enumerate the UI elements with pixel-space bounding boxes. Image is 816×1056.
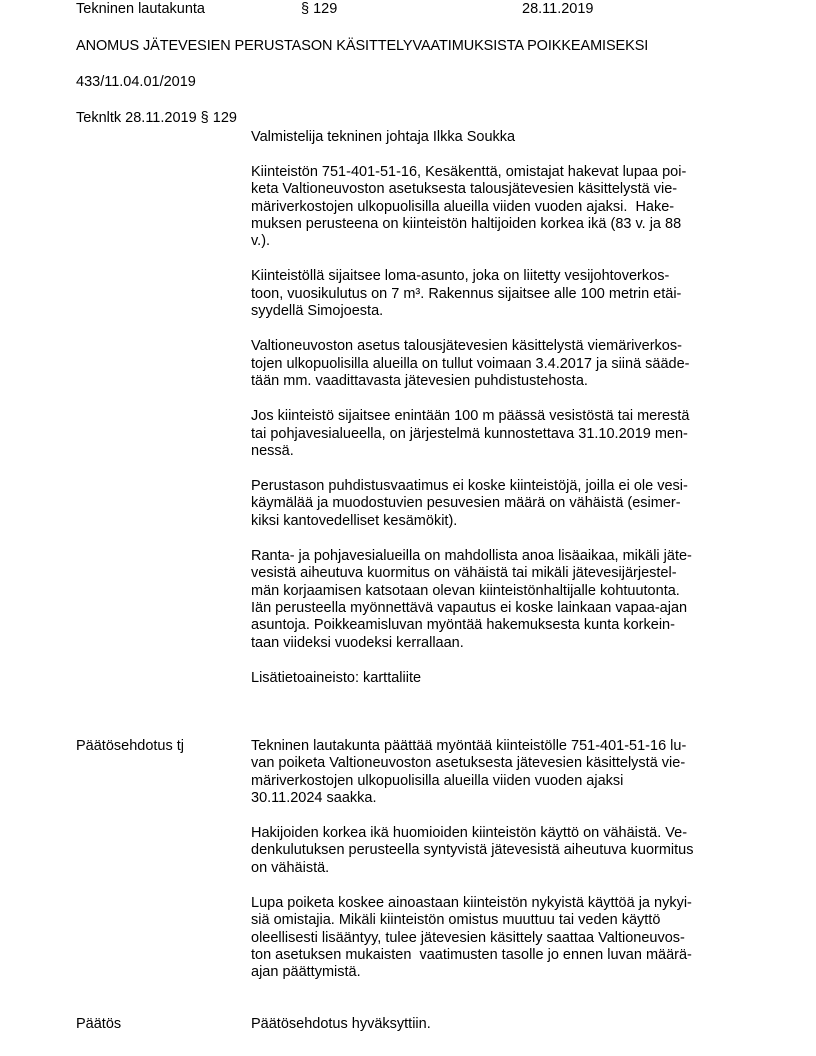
paragraph-line: Hakijoiden korkea ikä huomioiden kiinteistön käyttö on vähäistä. Ve- — [251, 825, 688, 842]
paragraph-line: tään mm. vaadittavasta jätevesien puhdistustehosta. — [251, 372, 588, 389]
paragraph — [251, 548, 751, 652]
paragraph — [251, 670, 751, 687]
paragraph-line: Perustason puhdistusvaatimus ei koske kiinteistöjä, joilla ei ole vesi- — [251, 478, 688, 495]
paragraph-line: Iän perusteella myönnettävä vapautus ei koske lainkaan vapaa-ajan — [251, 599, 688, 616]
paragraph — [251, 478, 751, 530]
section-number: § 129 — [301, 1, 338, 17]
paragraph-line: keta Valtioneuvoston asetuksesta talousjätevesien käsittelystä vie- — [251, 181, 678, 198]
preparer-line: Valmistelija tekninen johtaja Ilkka Soukka — [251, 129, 516, 145]
preparation-text — [251, 164, 751, 687]
paragraph — [251, 164, 751, 250]
paragraph — [251, 738, 751, 807]
paragraph-line: Lisätietoaineisto: karttaliite — [251, 669, 422, 686]
paragraph-line: Kiinteistöllä sijaitsee loma-asunto, joka on liitetty vesijohtoverkos- — [251, 268, 670, 285]
paragraph-line: kiksi kantovedelliset kesämökit). — [251, 512, 458, 529]
paragraph-line: käymälää ja muodostuvien pesuvesien määrä on vähäistä (esimer- — [251, 495, 681, 512]
committee-name: Tekninen lautakunta — [76, 1, 205, 17]
paragraph-line: vesistä aiheutuva kuormitus on vähäistä tai mikäli jätevesijärjestel- — [251, 565, 677, 582]
paragraph — [251, 408, 751, 460]
paragraph-line: van poiketa Valtioneuvoston asetuksesta jätevesien käsittelystä vie- — [251, 755, 686, 772]
proposal-text — [251, 738, 751, 982]
document-title: ANOMUS JÄTEVESIEN PERUSTASON KÄSITTELYVAATIMUKSISTA POIKKEAMISEKSI — [76, 38, 649, 54]
paragraph — [251, 825, 751, 877]
paragraph-line: siä omistajia. Mikäli kiinteistön omistus muuttuu tai veden käyttö — [251, 912, 661, 929]
paragraph-line: toon, vuosikulutus on 7 m³. Rakennus sijaitsee alle 100 metrin etäi- — [251, 285, 682, 302]
paragraph-line: syydellä Simojoesta. — [251, 303, 384, 320]
paragraph-line: v.). — [251, 233, 271, 250]
paragraph — [251, 268, 751, 320]
paragraph-line: 30.11.2024 saakka. — [251, 789, 377, 806]
meeting-reference: Teknltk 28.11.2019 § 129 — [76, 110, 237, 126]
paragraph-line: Valtioneuvoston asetus talousjätevesien käsittelystä viemäriverkos- — [251, 338, 682, 355]
paragraph-line: taan viideksi vuodeksi kerrallaan. — [251, 634, 464, 651]
paragraph-line: asuntoja. Poikkeamisluvan myöntää hakemuksesta kunta korkein- — [251, 617, 675, 634]
paragraph — [251, 338, 751, 390]
paragraph-line: on vähäistä. — [251, 859, 330, 876]
paragraph-line: oleellisesti lisääntyy, tulee jätevesien käsittely saattaa Valtioneuvos- — [251, 929, 685, 946]
paragraph-line: Tekninen lautakunta päättää myöntää kiinteistölle 751-401-51-16 lu- — [251, 738, 687, 754]
paragraph-line: muksen perusteena on kiinteistön haltijoiden korkea ikä (83 v. ja 88 — [251, 215, 682, 232]
paragraph-line: män korjaamisen katsotaan olevan kiinteistönhaltijalle kohtuutonta. — [251, 582, 680, 599]
meeting-date: 28.11.2019 — [522, 1, 594, 17]
paragraph-line: Ranta- ja pohjavesialueilla on mahdollista anoa lisäaikaa, mikäli jäte- — [251, 548, 692, 565]
decision-text: Päätösehdotus hyväksyttiin. — [251, 1016, 431, 1032]
paragraph-line: denkulutuksen perusteella syntyvistä jätevesistä aiheutuva kuormitus — [251, 842, 694, 859]
paragraph-line: Lupa poiketa koskee ainoastaan kiinteistön nykyistä käyttöä ja nykyi- — [251, 895, 692, 912]
paragraph-line: ton asetuksen mukaisten vaatimusten tasolle jo ennen luvan määrä- — [251, 946, 692, 963]
paragraph-line: tojen ulkopuolisilla alueilla on tullut voimaan 3.4.2017 ja siinä sääde- — [251, 355, 690, 372]
paragraph-line: Kiinteistön 751-401-51-16, Kesäkenttä, omistajat hakevat lupaa poi- — [251, 164, 687, 180]
paragraph-line: Jos kiinteistö sijaitsee enintään 100 m päässä vesistöstä tai merestä — [251, 408, 690, 425]
paragraph — [251, 895, 751, 981]
paragraph-line: märiverkostojen ulkopuolisilla alueilla viiden vuoden ajaksi. Hake- — [251, 198, 675, 215]
paragraph-line: tai pohjavesialueella, on järjestelmä kunnostettava 31.10.2019 men- — [251, 425, 688, 442]
paragraph-line: märiverkostojen ulkopuolisilla alueilla viiden vuoden ajaksi — [251, 772, 624, 789]
paragraph-line: ajan päättymistä. — [251, 964, 361, 981]
proposal-label: Päätösehdotus tj — [76, 738, 185, 754]
decision-label: Päätös — [76, 1016, 122, 1032]
case-number: 433/11.04.01/2019 — [76, 74, 196, 90]
paragraph-line: nessä. — [251, 442, 294, 459]
